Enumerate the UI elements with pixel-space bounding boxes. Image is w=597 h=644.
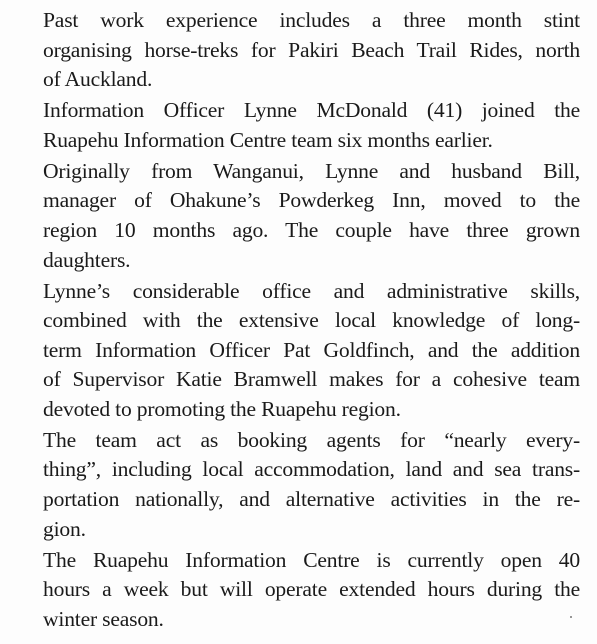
article-column bbox=[14, 6, 580, 636]
text-line: of Auckland. bbox=[43, 67, 153, 92]
text-line: gion. bbox=[43, 516, 86, 541]
text-line: term Information Officer Pat Goldfinch, and the addition bbox=[43, 337, 580, 362]
paragraph-lynne-joined bbox=[14, 96, 580, 155]
text-line: hours a week but will operate extended hours during the bbox=[43, 577, 580, 602]
scan-speck bbox=[570, 616, 572, 618]
text-line: Past work experience includes a three month stint bbox=[43, 8, 580, 32]
text-line: manager of Ohakune’s Powderkeg Inn, moved to the bbox=[43, 188, 580, 213]
text-line: of Supervisor Katie Bramwell makes for a cohesive team bbox=[43, 367, 580, 392]
text-line: organising horse-treks for Pakiri Beach Trail Rides, north bbox=[43, 37, 580, 62]
paragraph-booking-agents bbox=[14, 426, 580, 544]
text-line: devoted to promoting the Ruapehu region. bbox=[43, 396, 401, 421]
paragraph-team-skills bbox=[14, 277, 580, 425]
text-line: daughters. bbox=[43, 247, 131, 272]
paragraph-work-experience bbox=[14, 6, 580, 95]
paragraph-opening-hours bbox=[14, 546, 580, 635]
text-line: region 10 months ago. The couple have three grown bbox=[43, 217, 580, 242]
text-line: combined with the extensive local knowledge of long- bbox=[43, 308, 580, 333]
text-line: winter season. bbox=[43, 606, 164, 631]
text-line: Originally from Wanganui, Lynne and husband Bill, bbox=[43, 158, 580, 183]
text-line: portation nationally, and alternative activities in the re- bbox=[43, 487, 580, 512]
text-line: The Ruapehu Information Centre is currently open 40 bbox=[43, 547, 580, 572]
text-line: thing”, including local accommodation, land and sea trans- bbox=[43, 457, 580, 482]
text-line: Ruapehu Information Centre team six months earlier. bbox=[43, 127, 493, 152]
paragraph-wanganui bbox=[14, 157, 580, 275]
text-line: The team act as booking agents for “nearly every- bbox=[43, 427, 580, 452]
text-line: Lynne’s considerable office and administrative skills, bbox=[43, 278, 580, 303]
text-line: Information Officer Lynne McDonald (41) joined the bbox=[43, 98, 580, 123]
